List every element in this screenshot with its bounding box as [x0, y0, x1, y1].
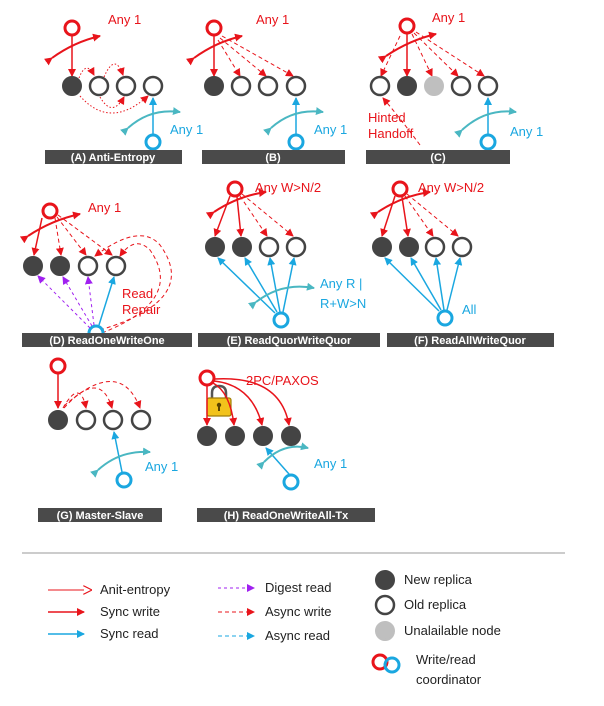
- sync-read-arrow: [447, 258, 460, 310]
- panel-b: [194, 12, 347, 164]
- old-replica: [77, 411, 95, 429]
- panel-d: [22, 200, 192, 347]
- hinted-handoff-label: Hinted: [368, 110, 406, 125]
- legend-sync-read: Sync read: [100, 626, 159, 641]
- panel-caption: (F) ReadAllWriteQuor: [414, 335, 526, 347]
- panel-caption: (G) Master-Slave: [56, 510, 144, 522]
- read-label: Any 1: [510, 124, 544, 139]
- old-replica: [452, 77, 470, 95]
- new-replica: [400, 238, 418, 256]
- new-replica: [398, 77, 416, 95]
- read-coordinator: [117, 473, 131, 487]
- read-choice-arc: [98, 452, 150, 470]
- read-label: Any 1: [314, 456, 348, 471]
- legend-unavailable: Unalailable node: [404, 623, 501, 638]
- new-replica: [282, 427, 300, 445]
- sync-read-arrow: [218, 258, 275, 313]
- new-replica: [373, 238, 391, 256]
- old-replica: [371, 77, 389, 95]
- sync-write-arrow: [382, 196, 395, 236]
- sync-write-arrow: [34, 218, 42, 255]
- anti-entropy-arrow: [79, 68, 94, 78]
- read-coordinator: [146, 135, 160, 149]
- read-label: Any R |: [320, 276, 363, 291]
- panel-g: [38, 359, 178, 522]
- async-write-arrow: [64, 388, 112, 408]
- panel-a: [45, 12, 203, 164]
- panel-caption: (B): [265, 152, 281, 164]
- legend-coordinator: coordinator: [416, 672, 482, 687]
- read-label: R+W>N: [320, 296, 367, 311]
- panel-caption: (A) Anti-Entropy: [70, 152, 156, 164]
- read-label: All: [462, 302, 477, 317]
- old-replica: [132, 411, 150, 429]
- sync-write-arrow: [237, 197, 241, 236]
- write-coordinator: [228, 182, 242, 196]
- sync-read-arrow: [385, 258, 439, 311]
- old-replica: [144, 77, 162, 95]
- write-choice-arc: [52, 36, 100, 58]
- old-replica: [259, 77, 277, 95]
- async-write-arrow: [222, 36, 293, 76]
- write-coordinator: [43, 204, 57, 218]
- digest-read-arrow: [88, 277, 94, 325]
- old-replica: [90, 77, 108, 95]
- read-coordinator: [284, 475, 298, 489]
- legend-new-replica: New replica: [404, 572, 472, 587]
- write-choice-arc: [194, 36, 242, 58]
- legend-anti-entropy: Anit-entropy: [100, 582, 171, 597]
- digest-read-arrow: [38, 276, 90, 328]
- write-label: 2PC/PAXOS: [246, 373, 319, 388]
- sync-write-arrow: [402, 197, 408, 236]
- read-repair-label: Repair: [122, 302, 161, 317]
- old-replica: [426, 238, 444, 256]
- async-write-arrow: [242, 194, 293, 236]
- unavailable-node: [425, 77, 443, 95]
- read-choice-arc: [462, 111, 516, 130]
- write-coordinator: [400, 19, 414, 33]
- new-replica: [206, 238, 224, 256]
- new-replica: [254, 427, 272, 445]
- old-replica: [107, 257, 125, 275]
- write-label: Any W>N/2: [418, 180, 485, 195]
- new-replica: [233, 238, 251, 256]
- anti-entropy-arrow: [104, 64, 123, 77]
- read-repair-label: Read: [122, 286, 154, 301]
- anti-entropy-arrow: [100, 97, 124, 108]
- legend-coordinator: Write/read: [416, 652, 476, 667]
- read-coordinator: [274, 313, 288, 327]
- read-label: Any 1: [314, 122, 348, 137]
- new-replica-swatch: [376, 571, 394, 589]
- read-coordinator: [438, 311, 452, 325]
- async-write-arrow: [381, 36, 400, 76]
- legend-old-replica: Old replica: [404, 597, 467, 612]
- panel-caption: (C): [430, 152, 446, 164]
- old-replica: [232, 77, 250, 95]
- legend-async-read: Async read: [265, 628, 331, 643]
- sync-write-arrow: [215, 196, 230, 236]
- old-replica: [479, 77, 497, 95]
- write-label: Any 1: [108, 12, 142, 27]
- new-replica: [51, 257, 69, 275]
- legend: [48, 571, 501, 687]
- old-replica: [453, 238, 471, 256]
- write-label: Any W>N/2: [255, 180, 322, 195]
- read-coordinator: [481, 135, 495, 149]
- old-replica-swatch: [376, 596, 394, 614]
- new-replica: [198, 427, 216, 445]
- panel-e: [198, 180, 380, 347]
- async-write-arrow: [58, 215, 112, 255]
- anti-entropy-arrow: [80, 96, 148, 113]
- legend-sync-write: Sync write: [100, 604, 160, 619]
- write-coordinator: [200, 371, 214, 385]
- read-label: Any 1: [170, 122, 204, 137]
- read-label: Any 1: [145, 459, 179, 474]
- hinted-handoff-label: Handoff: [368, 126, 414, 141]
- async-write-arrow: [57, 217, 86, 255]
- write-label: Any 1: [88, 200, 122, 215]
- read-coordinator: [289, 135, 303, 149]
- write-coordinator: [393, 182, 407, 196]
- digest-read-arrow: [63, 277, 92, 326]
- async-write-arrow: [407, 194, 458, 236]
- panel-h: [197, 371, 375, 522]
- write-label: Any 1: [432, 10, 466, 25]
- old-replica: [79, 257, 97, 275]
- sync-read-arrow: [283, 258, 294, 312]
- legend-digest-read: Digest read: [265, 580, 332, 595]
- async-write-arrow: [64, 381, 140, 408]
- legend-async-write: Async write: [265, 604, 332, 619]
- new-replica: [226, 427, 244, 445]
- panel-c: [366, 10, 543, 164]
- old-replica: [287, 238, 305, 256]
- sync-read-arrow: [114, 432, 122, 472]
- async-write-arrow: [240, 196, 267, 236]
- async-write-arrow: [414, 33, 458, 76]
- panel-caption: (D) ReadOneWriteOne: [49, 335, 165, 347]
- async-write-arrow: [416, 32, 484, 76]
- async-write-arrow: [218, 40, 240, 76]
- new-replica: [24, 257, 42, 275]
- write-coordinator: [51, 359, 65, 373]
- write-coordinator: [207, 21, 221, 35]
- new-replica: [49, 411, 67, 429]
- new-replica: [205, 77, 223, 95]
- old-replica: [260, 238, 278, 256]
- old-replica: [287, 77, 305, 95]
- write-coordinator: [65, 21, 79, 35]
- panel-caption: (H) ReadOneWriteAll-Tx: [223, 510, 349, 522]
- old-replica: [117, 77, 135, 95]
- panel-f: [373, 180, 554, 347]
- async-write-arrow: [55, 218, 61, 255]
- panel-caption: (E) ReadQuorWriteQuor: [226, 335, 352, 347]
- unavailable-node-swatch: [376, 622, 394, 640]
- sync-read-arrow: [99, 277, 114, 325]
- new-replica: [63, 77, 81, 95]
- async-write-arrow: [405, 196, 433, 236]
- old-replica: [104, 411, 122, 429]
- write-choice-arc: [386, 34, 436, 56]
- write-label: Any 1: [256, 12, 290, 27]
